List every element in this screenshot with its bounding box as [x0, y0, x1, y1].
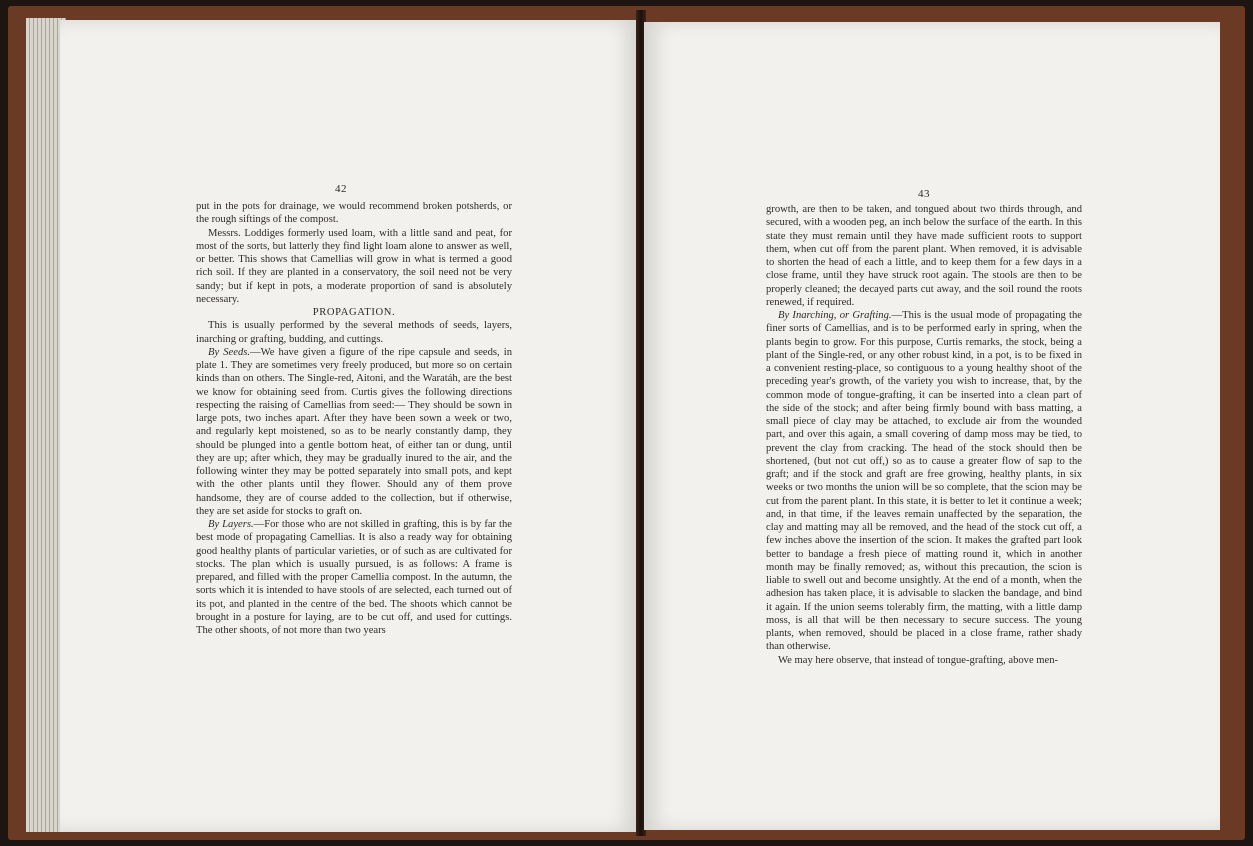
- paragraph: [196, 346, 512, 518]
- page-number: 43: [918, 188, 930, 200]
- section-heading: PROPAGATION.: [312, 307, 396, 318]
- run-in-heading: By Layers.: [208, 519, 254, 530]
- paragraph-text: —This is the usual mode of propagating the finer sorts of Camellias, and is to be performed early in spring, when the plants begin to grow. For this purpose, Curtis remarks, the stock, being a plant of the Single-red, or any other robust kind, in a pot, is to be fixed in a convenient resting-place, so contiguous to a young healthy shoot of the preceding year's growth, of the variety you wish to increase, that, by the common mode of tongue-grafting, it can be inserted into a clean part of the side of the stock; and after being firmly bound with bass matting, a small piece of clay may be attached, to exclude air from the wounded part, and over this again, a small covering of damp moss may be tied, to prevent the clay from cracking. The head of the stock should then be shortened, (but not cut off,) so as to cause a greater flow of sap to the graft; and if the stock and graft are free growing, healthy plants, in six weeks or two months the union will be so complete, that the scion may be cut from the parent plant. In this state, it is better to let it continue a week; and, in that time, if the leaves remain unaffected by the separation, the clay and matting may all be removed, and the head of the stock cut off, a few inches above the insertion of the scion. It makes the grafted part look better to bandage a fresh piece of matting round it, which in another month may be finally removed; as, without this precaution, the scion is liable to swell out and become unsightly. At the end of a month, when the adhesion has taken place, it is advisable to slacken the bandage, and bind it again. If the union seems tolerably firm, the matting, with a little damp moss, is all that will be then necessary to secure success. The young plants, when removed, should be placed in a close frame, rather shady than otherwise.: [766, 310, 1082, 653]
- paragraph-text: —For those who are not skilled in grafting, this is by far the best mode of propagating Camellias. It is also a ready way for obtaining good healthy plants of particular varieties, or of such as are cultivated for stocks. The plan which is usually pursued, is as follows: A frame is prepared, and filled with the proper Camellia compost. In the autumn, the sorts which it is intended to have stools of are selected, each turned out of its pot, and planted in the centre of the bed. The shoots which cannot be brought in a posture for laying, are to be cut off, and used for cuttings. The other shoots, of not more than two years: [196, 519, 512, 636]
- paragraph: [196, 518, 512, 637]
- paragraph: growth, are then to be taken, and tongued about two thirds through, and secured, with a wooden peg, an inch below the surface of the earth. In this state they must remain until they have made sufficient roots to support them, when cut off from the parent plant. When removed, it is advisable to shorten the head of each a little, and to keep them for a few days in a close frame, until they have struck root again. The stools are then to be properly cleaned; the decayed parts cut away, and the soil round the roots renewed, if required.: [766, 204, 1082, 308]
- right-page: [644, 22, 1220, 830]
- paragraph: We may here observe, that instead of tongue-grafting, above men-: [778, 654, 1059, 666]
- run-in-heading: By Seeds.: [208, 346, 251, 358]
- page-body: [766, 203, 1082, 667]
- paragraph-text: —We have given a figure of the ripe capsule and seeds, in plate 1. They are sometimes very freely produced, but more so on certain kinds than on others. The Single-red, Aitoni, and the Waratáh, are the best we know for obtaining seed from. Curtis gives the following directions respecting the raising of Camellias from seed:— They should be sown in large pots, two inches apart. After they have been sown a week or two, and regularly kept moistened, so as to be nearly constantly damp, they should be plunged into a gentle bottom heat, of either tan or dung, until they are up; after which, they may be gradually inured to the air, and the following winter they may be potted separately into small pots, and kept with the other plants until they flower. Should any of them prove handsome, they are of course added to the collection, but if otherwise, they are set aside for stocks to graft on.: [196, 346, 512, 517]
- paragraph: [766, 309, 1082, 654]
- page-body: [196, 200, 512, 637]
- paragraph: This is usually performed by the several methods of seeds, layers, inarching or grafting, budding, and cuttings.: [196, 320, 512, 345]
- run-in-heading: By Inarching, or Grafting.: [778, 310, 892, 321]
- paragraph: Messrs. Loddiges formerly used loam, with a little sand and peat, for most of the sorts, but latterly they find light loam alone to answer as well, or better. This shows that Camellias will grow in what is termed a good rich soil. If they are planted in a conservatory, the soil need not be very sandy; but if kept in pots, a moderate proportion of sand is absolutely necessary.: [196, 227, 512, 305]
- paragraph: put in the pots for drainage, we would recommend broken potsherds, or the rough siftings of the compost.: [196, 201, 512, 226]
- left-page: [60, 20, 638, 832]
- page-number: 42: [335, 183, 347, 195]
